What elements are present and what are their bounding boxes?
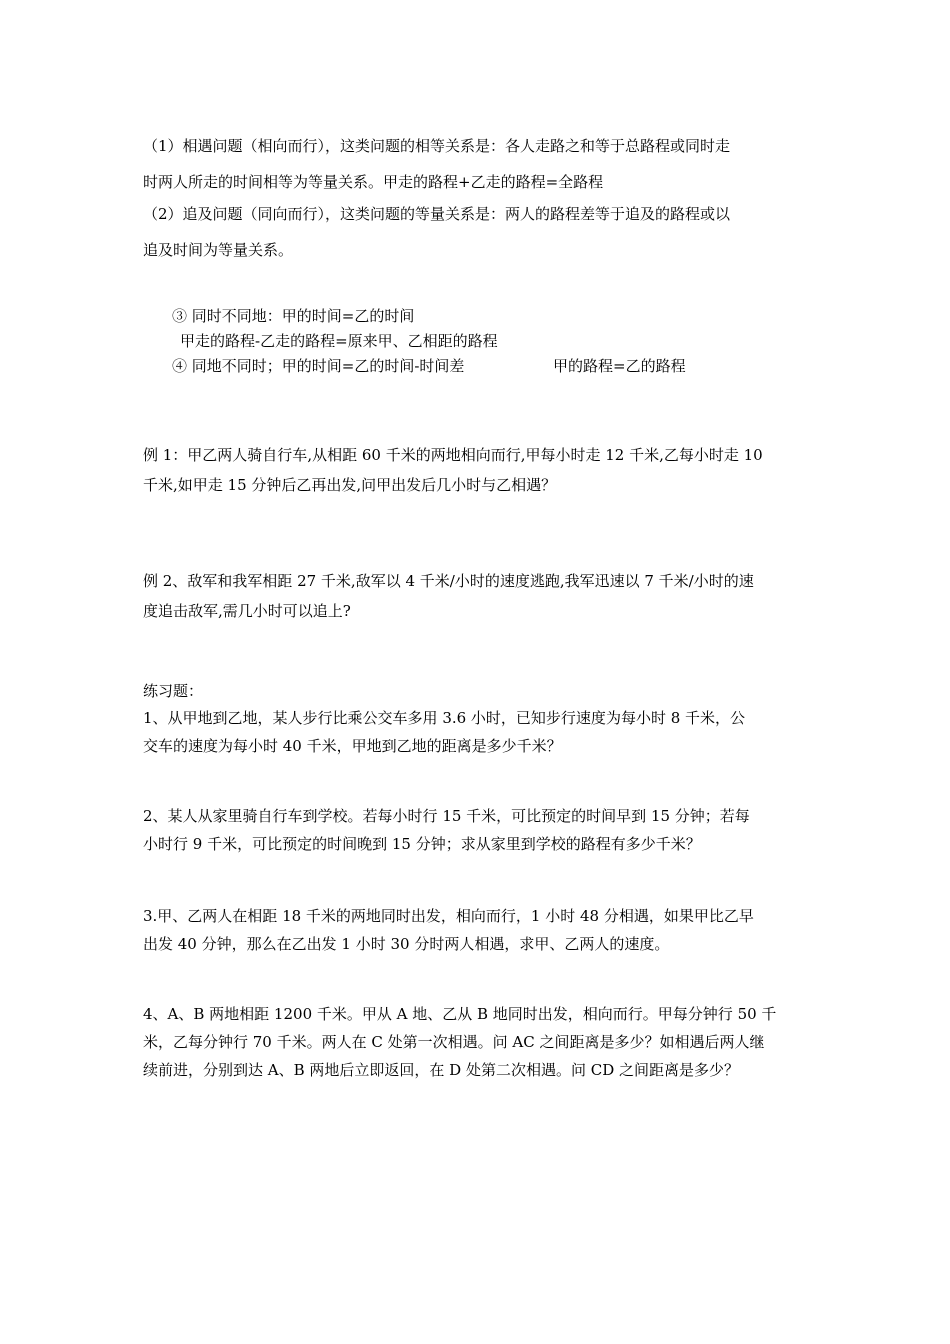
chasing-problem-paragraph [143, 196, 813, 268]
example-2 [143, 566, 813, 626]
meeting-problem-paragraph [143, 128, 813, 200]
chasing-problem-line-2: 追及时间为等量关系。 [143, 241, 294, 259]
practice-question-2 [143, 802, 813, 858]
case-4-detail: 甲的路程=乙的路程 [553, 357, 686, 375]
question-2-line-1: 2、某人从家里骑自行车到学校。若每小时行 15 千米，可比预定的时间早到 15 分钟；若每 [143, 807, 750, 825]
question-2-line-2: 小时行 9 千米，可比预定的时间晚到 15 分钟；求从家里到学校的路程有多少千米？ [143, 835, 701, 853]
case-3-label: ③ 同时不同地：甲的时间=乙的时间 [172, 307, 415, 325]
chasing-problem-line-1: （2）追及问题（同向而行），这类问题的等量关系是：两人的路程差等于追及的路程或以 [143, 205, 731, 223]
question-4-line-3: 续前进，分别到达 A、B 两地后立即返回，在 D 处第二次相遇。问 CD 之间距离是多少？ [143, 1061, 739, 1079]
case-3-detail: 甲走的路程-乙走的路程=原来甲、乙相距的路程 [180, 332, 498, 350]
practice-question-4 [143, 1000, 813, 1084]
practice-question-1 [143, 704, 813, 760]
example-1-line-2: 千米,如甲走 15 分钟后乙再出发,问甲出发后几小时与乙相遇？ [143, 476, 557, 494]
practice-question-3 [143, 902, 813, 958]
question-4-line-1: 4、A、B 两地相距 1200 千米。甲从 A 地、乙从 B 地同时出发，相向而行。甲每分钟行 50 千 [143, 1005, 777, 1023]
question-3-line-1: 3.甲、乙两人在相距 18 千米的两地同时出发，相向而行，1 小时 48 分相遇，如果甲比乙早 [143, 907, 754, 925]
case-4-label: ④ 同地不同时；甲的时间=乙的时间-时间差 [172, 357, 465, 375]
meeting-problem-line-1: （1）相遇问题（相向而行），这类问题的相等关系是：各人走路之和等于总路程或同时走 [143, 137, 731, 155]
example-1 [143, 440, 813, 500]
practice-title: 练习题： [143, 682, 204, 700]
question-3-line-2: 出发 40 分钟，那么在乙出发 1 小时 30 分时两人相遇，求甲、乙两人的速度。 [143, 935, 670, 953]
question-1-line-2: 交车的速度为每小时 40 千米，甲地到乙地的距离是多少千米？ [143, 737, 562, 755]
question-4-line-2: 米，乙每分钟行 70 千米。两人在 C 处第一次相遇。问 AC 之间距离是多少？如相遇后两人继 [143, 1033, 765, 1051]
question-1-line-1: 1、从甲地到乙地，某人步行比乘公交车多用 3.6 小时，已知步行速度为每小时 8 千米，公 [143, 709, 746, 727]
example-1-line-1: 例 1：甲乙两人骑自行车,从相距 60 千米的两地相向而行,甲每小时走 12 千米,乙每小时走 10 [143, 446, 763, 464]
meeting-problem-line-2: 时两人所走的时间相等为等量关系。甲走的路程+乙走的路程=全路程 [143, 173, 604, 191]
example-2-line-2: 度追击敌军,需几小时可以追上? [143, 602, 351, 620]
example-2-line-1: 例 2、敌军和我军相距 27 千米,敌军以 4 千米/小时的速度逃跑,我军迅速以 7 千米/小时的速 [143, 572, 754, 590]
